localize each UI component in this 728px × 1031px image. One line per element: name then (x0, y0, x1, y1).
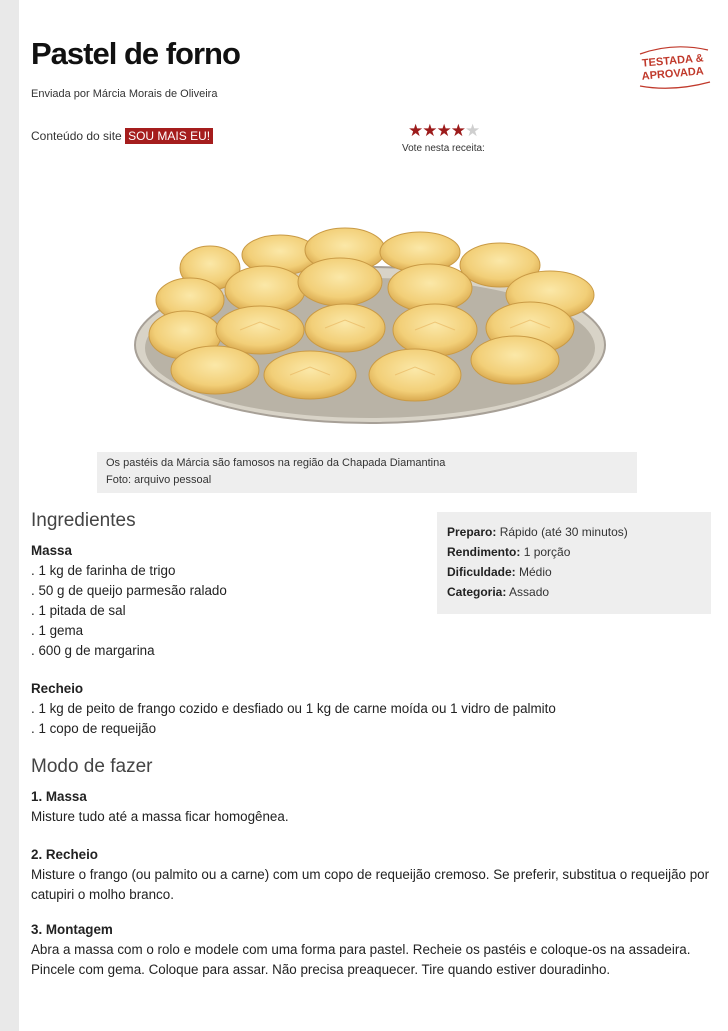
pastry-photo (130, 220, 610, 450)
ingredients-heading: Ingredientes (31, 510, 136, 531)
site-link[interactable]: SOU MAIS EU! (125, 128, 213, 144)
left-sidebar-strip (0, 0, 19, 1031)
method-step (31, 845, 713, 905)
star-icon[interactable]: ★ (450, 121, 465, 140)
list-item: . 1 pitada de sal (31, 603, 126, 618)
step-text: Abra a massa com o rolo e modele com uma forma para pastel. Recheie os pastéis e coloque-os na assadeira. Pincele com gema. Coloque para assar. Não precisa preaquecer. Tire quando estiver douradinho. (31, 942, 691, 977)
vote-label: Vote nesta receita: (402, 143, 485, 154)
rating-stars[interactable] (408, 121, 479, 141)
step-title: 2. Recheio (31, 847, 98, 862)
list-item: . 1 copo de requeijão (31, 721, 157, 736)
info-categoria: Categoria: Assado (447, 585, 550, 599)
recheio-title: Recheio (31, 681, 84, 696)
step-text: Misture o frango (ou palmito ou a carne) com um copo de requeijão cremoso. Se preferir, substitua o requeijão por catupiri o molho branco. (31, 867, 710, 902)
recheio-ingredients (31, 679, 556, 739)
page-title: Pastel de forno (31, 36, 240, 71)
step-title: 3. Montagem (31, 922, 113, 937)
star-icon[interactable]: ★ (408, 121, 423, 140)
content-source (31, 129, 213, 143)
author-byline: Enviada por Márcia Morais de Oliveira (31, 88, 218, 100)
massa-title: Massa (31, 543, 72, 558)
stamp-line-2: APROVADA (641, 65, 705, 83)
step-text: Misture tudo até a massa ficar homogênea. (31, 809, 289, 824)
step-title: 1. Massa (31, 789, 87, 804)
recipe-info-box (437, 512, 711, 614)
info-dificuldade: Dificuldade: Médio (447, 565, 552, 579)
stamp-line-1: TESTADA & (641, 52, 705, 70)
source-prefix: Conteúdo do site (31, 129, 122, 143)
info-preparo: Preparo: Rápido (até 30 minutos) (447, 525, 628, 539)
list-item: . 1 gema (31, 623, 84, 638)
method-step (31, 920, 713, 980)
info-rendimento: Rendimento: 1 porção (447, 545, 571, 559)
star-icon[interactable]: ★ (422, 121, 437, 140)
massa-ingredients (31, 541, 227, 661)
method-step (31, 787, 713, 827)
list-item: . 1 kg de farinha de trigo (31, 563, 176, 578)
star-icon[interactable]: ★ (436, 121, 451, 140)
tested-approved-stamp (630, 40, 716, 90)
caption-credit: Foto: arquivo pessoal (106, 474, 212, 486)
method-heading: Modo de fazer (31, 756, 153, 777)
photo-caption (97, 452, 637, 493)
list-item: . 50 g de queijo parmesão ralado (31, 583, 227, 598)
star-icon[interactable]: ★ (465, 121, 480, 140)
list-item: . 1 kg de peito de frango cozido e desfiado ou 1 kg de carne moída ou 1 vidro de palmito (31, 701, 556, 716)
caption-text: Os pastéis da Márcia são famosos na região da Chapada Diamantina (106, 457, 446, 469)
list-item: . 600 g de margarina (31, 643, 155, 658)
